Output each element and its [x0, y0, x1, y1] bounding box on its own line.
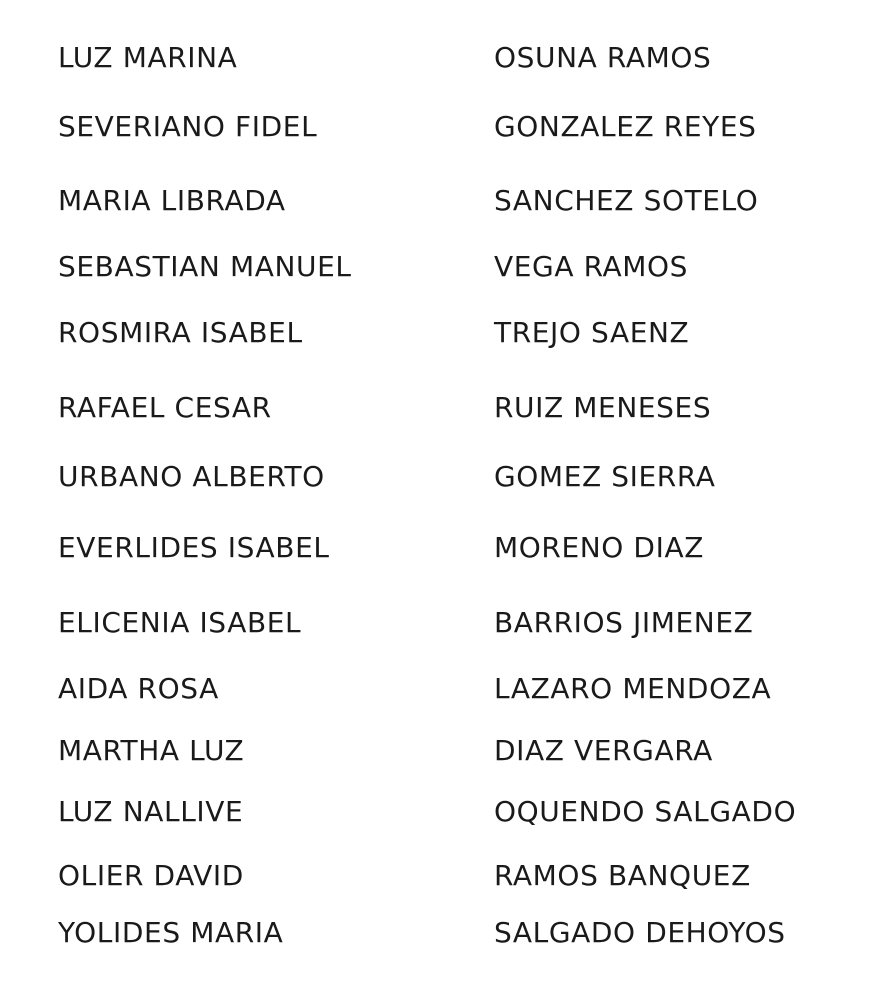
list-item	[0, 603, 884, 643]
first-names: LUZ NALLIVE	[58, 795, 244, 828]
list-item	[0, 247, 884, 287]
last-names: DIAZ VERGARA	[494, 734, 713, 767]
last-names: BARRIOS JIMENEZ	[494, 606, 754, 639]
last-names: SANCHEZ SOTELO	[494, 184, 759, 217]
first-names: YOLIDES MARIA	[58, 916, 284, 949]
list-item	[0, 107, 884, 147]
list-item	[0, 457, 884, 497]
last-names: RAMOS BANQUEZ	[494, 859, 751, 892]
list-item	[0, 181, 884, 221]
first-names: MARTHA LUZ	[58, 734, 245, 767]
list-item	[0, 38, 884, 78]
first-names: AIDA ROSA	[58, 672, 219, 705]
first-names: ELICENIA ISABEL	[58, 606, 302, 639]
first-names: MARIA LIBRADA	[58, 184, 286, 217]
last-names: SALGADO DEHOYOS	[494, 916, 786, 949]
list-item	[0, 792, 884, 832]
first-names: SEBASTIAN MANUEL	[58, 250, 352, 283]
first-names: ROSMIRA ISABEL	[58, 316, 303, 349]
first-names: SEVERIANO FIDEL	[58, 110, 318, 143]
last-names: RUIZ MENESES	[494, 391, 712, 424]
last-names: VEGA RAMOS	[494, 250, 689, 283]
last-names: OSUNA RAMOS	[494, 41, 712, 74]
first-names: URBANO ALBERTO	[58, 460, 325, 493]
last-names: GOMEZ SIERRA	[494, 460, 716, 493]
first-names: LUZ MARINA	[58, 41, 238, 74]
list-item	[0, 856, 884, 896]
last-names: LAZARO MENDOZA	[494, 672, 772, 705]
list-item	[0, 313, 884, 353]
first-names: EVERLIDES ISABEL	[58, 531, 330, 564]
list-item	[0, 731, 884, 771]
list-item	[0, 388, 884, 428]
first-names: OLIER DAVID	[58, 859, 244, 892]
last-names: GONZALEZ REYES	[494, 110, 757, 143]
last-names: TREJO SAENZ	[494, 316, 690, 349]
last-names: MORENO DIAZ	[494, 531, 704, 564]
last-names: OQUENDO SALGADO	[494, 795, 797, 828]
first-names: RAFAEL CESAR	[58, 391, 272, 424]
list-item	[0, 913, 884, 953]
list-item	[0, 528, 884, 568]
list-item	[0, 669, 884, 709]
